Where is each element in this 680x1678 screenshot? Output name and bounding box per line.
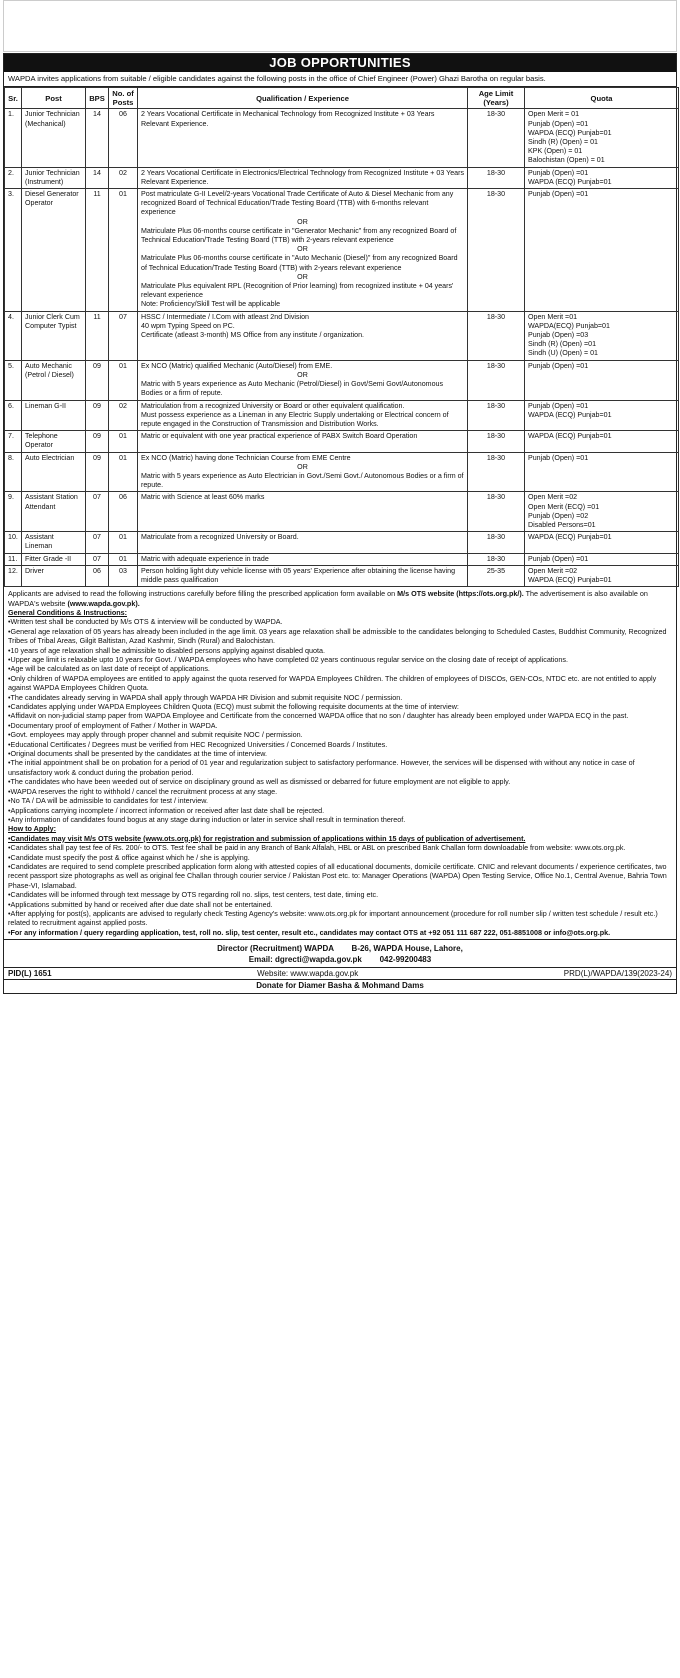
cell-quota [525,565,679,586]
quota-line: KPK (Open) = 01 [528,147,583,156]
qualification-line: OR [297,245,308,254]
general-item: • WAPDA reserves the right to withhold / cancel the recruitment process at any stage. [8,787,672,796]
cell-qual [138,532,468,553]
qualification-line: Matriculate Plus 06-months course certificate in "Auto Mechanic (Diesel)" from any recognized Board of Technical Education/Trade Testing Board (TTB) with 2-years relevant experience [141,254,458,272]
quota-line: Punjab (Open) =01 [528,554,589,563]
cell-bps: 09 [86,452,109,492]
qualification-line: Post matriculate G-II Level/2-years Vocational Trade Certificate of Auto & Diesel Mechanic from any recognized Board of Technical Education/Trade Testing Board (TTB) with 6-months relevant experience [141,190,454,217]
cell-quota [525,109,679,167]
page-title: JOB OPPORTUNITIES [4,54,676,72]
cell-no: 02 [109,167,138,188]
general-item: • Educational Certificates / Degrees must be verified from HEC Recognized Universities / Concerned Boards / Institutes. [8,740,672,749]
apply-item: • Applications submitted by hand or received after due date shall not be entertained. [8,900,672,909]
prd-label: PRD(L)/WAPDA/139(2023-24) [563,969,672,979]
quota-line: Open Merit (ECQ) =01 [528,502,600,511]
general-item: • Applications carrying incomplete / incorrect information or received after last date shall be rejected. [8,806,672,815]
cell-age: 18-30 [468,167,525,188]
general-item: • Upper age limit is relaxable upto 10 years for Govt. / WAPDA employees who have completed 02 years continuous regular service on the closing date of receipt of applications. [8,655,672,664]
cell-sr: 8. [5,452,22,492]
cell-sr: 12. [5,565,22,586]
cell-bps: 09 [86,431,109,452]
cell-post: Fitter Grade -II [22,553,86,565]
cell-qual [138,400,468,431]
general-item: • Only children of WAPDA employees are entitled to apply against the quota reserved for WAPDA Employees Children. The children of employees of DISCOs, GEN-COs, NTDC etc. are not entitled to apply against WAPDA Employees Children Quota. [8,674,672,693]
cell-qual [138,452,468,492]
table-row [5,565,679,586]
quota-line: Punjab (Open) =01 [528,190,589,199]
qualification-line: Matric with 5 years experience as Auto Mechanic (Petrol/Diesel) in Govt/Semi Govt/Autonomous Bodies or a firm of repute. [141,380,444,398]
cell-quota [525,189,679,312]
wapda-website-link[interactable]: (www.wapda.gov.pk). [67,598,140,608]
intro-text: WAPDA invites applications from suitable / eligible candidates against the following posts in the office of Chief Engineer (Power) Ghazi Barotha on regular basis. [4,72,676,87]
apply-item: • Candidates will be informed through text message by OTS regarding roll no. slips, test centers, test date, timing etc. [8,890,672,899]
qualification-line: OR [297,217,308,226]
qualification-line: OR [297,370,308,379]
contact-block [4,939,676,967]
general-item: • The initial appointment shall be on probation for a period of 01 year and regularization subject to satisfactory performance. However, the services will be dispensed with without any notice in case of unsatisfactory work & conduct during the probation period. [8,758,672,777]
website-label[interactable]: Website: www.wapda.gov.pk [257,969,359,979]
cell-age: 18-30 [468,189,525,312]
general-item: • Written test shall be conducted by M/s OTS & interview will be conducted by WAPDA. [8,617,672,626]
qualification-line: Note: Proficiency/Skill Test will be applicable [141,300,281,309]
quota-line: Disabled Persons=01 [528,520,596,529]
cell-age: 18-30 [468,360,525,400]
qualification-line: Matric with Science at least 60% marks [141,493,265,502]
general-item: • General age relaxation of 05 years has already been included in the age limit. 03 years age relaxation shall be admissible to the candidates belonging to Scheduled Castes, Buddhist Community, Recognized Tribes of Tribal Areas, Gilgit Baltistan, Azad Kashmir, Sindh (Rural) and Balochistan. [8,627,672,646]
cell-bps: 11 [86,189,109,312]
column-header: Quota [525,88,679,109]
cell-quota [525,532,679,553]
cell-post: Junior Technician (Instrument) [22,167,86,188]
cell-no: 01 [109,553,138,565]
cell-quota [525,452,679,492]
cell-no: 07 [109,311,138,360]
quota-line: Punjab (Open) =03 [528,331,589,340]
cell-post: Junior Technician (Mechanical) [22,109,86,167]
table-row [5,532,679,553]
quota-line: WAPDA(ECQ) Punjab=01 [528,321,610,330]
general-item: • The candidates already serving in WAPDA shall apply through WAPDA HR Division and submit requisite NOC / permission. [8,693,672,702]
cell-post: Diesel Generator Operator [22,189,86,312]
cell-sr: 11. [5,553,22,565]
ots-website-link[interactable]: M/s OTS website (https://ots.org.pk/). [397,589,524,599]
cell-no: 01 [109,452,138,492]
quota-line: Sindh (R) (Open) = 01 [528,138,598,147]
footer [4,967,676,979]
column-header: Sr. [5,88,22,109]
cell-no: 06 [109,492,138,532]
qualification-line: 2 Years Vocational Certificate in Mechanical Technology from Recognized Institute + 03 Years Relevant Experience. [141,110,435,128]
cell-sr: 2. [5,167,22,188]
qualification-line: Matric or equivalent with one year practical experience of PABX Switch Board Operation [141,432,418,441]
cell-no: 03 [109,565,138,586]
quota-line: Punjab (Open) =01 [528,453,589,462]
qualification-line: Person holding light duty vehicle license with 05 years' Experience after obtaining the license having middle pass qualification [141,566,456,584]
quota-line: Open Merit =02 [528,493,578,502]
cell-qual [138,360,468,400]
quota-line: Punjab (Open) =01 [528,119,589,128]
column-header: Post [22,88,86,109]
quota-line: Open Merit = 01 [528,110,580,119]
column-header: Qualification / Experience [138,88,468,109]
cell-post: Driver [22,565,86,586]
table-row [5,553,679,565]
cell-no: 01 [109,431,138,452]
qualification-line: Ex NCO (Matric) qualified Mechanic (Auto/Diesel) from EME. [141,361,333,370]
table-row [5,452,679,492]
cell-post: Auto Electrician [22,452,86,492]
quota-line: Balochistan (Open) = 01 [528,156,605,165]
qualification-line: Certificate (atleast 3-month) MS Office from any institute / organization. [141,331,365,340]
qualification-line: Matric with 5 years experience as Auto Electrician in Govt./Semi Govt./ Autonomous Bodies or a firm of repute. [141,471,464,490]
qualification-line: Matric with adequate experience in trade [141,554,269,563]
cell-qual [138,565,468,586]
apply-item: • Candidate must specify the post & office against which he / she is applying. [8,853,672,862]
cell-quota [525,431,679,452]
cell-age: 18-30 [468,431,525,452]
table-row [5,189,679,312]
cell-sr: 6. [5,400,22,431]
quota-line: Open Merit =02 [528,566,578,575]
column-header: Age Limit (Years) [468,88,525,109]
cell-qual [138,553,468,565]
quota-line: Punjab (Open) =02 [528,511,589,520]
cell-quota [525,553,679,565]
qualification-line: HSSC / Intermediate / I.Com with atleast 2nd Division [141,312,309,321]
general-item: • Affidavit on non-judicial stamp paper from WAPDA Employee and Certificate from the concerned WAPDA office that no son / daughter has already been employed under WAPDA ECQ in the past. [8,711,672,720]
cell-age: 18-30 [468,400,525,431]
cell-no: 06 [109,109,138,167]
general-item: • 10 years of age relaxation shall be admissible to disabled persons applying against disabled quota. [8,646,672,655]
general-item: • Govt. employees may apply through proper channel and submit requisite NOC / permission. [8,730,672,739]
quota-line: WAPDA (ECQ) Punjab=01 [528,128,612,137]
quota-line: Punjab (Open) =01 [528,361,589,370]
general-item: • Age will be calculated as on last date of receipt of applications. [8,664,672,673]
apply-first-item: • Candidates may visit M/s OTS website (www.ots.org.pk) for registration and submission of applications within 15 days of publication of advertisement. [8,834,672,843]
table-row [5,167,679,188]
cell-no: 01 [109,189,138,312]
cell-post: Auto Mechanic (Petrol / Diesel) [22,360,86,400]
apply-heading: How to Apply: [8,824,57,834]
qualification-line: OR [297,272,308,281]
cell-quota [525,400,679,431]
apply-list [8,834,672,928]
cell-sr: 1. [5,109,22,167]
table-row [5,360,679,400]
pid-label: PID(L) 1651 [8,969,52,979]
general-item: • The candidates who have been weeded out of service on disciplinary ground as well as dismissed or debarred for future employment are not eligible to apply. [8,777,672,786]
apply-item: • Candidates shall pay test fee of Rs. 200/- to OTS. Test fee shall be paid in any Branch of Bank Alfalah, HBL or ABL on prescribed Bank Challan form downloadable from website: www.ots.org.pk. [8,843,672,852]
table-row [5,431,679,452]
quota-line: WAPDA (ECQ) Punjab=01 [528,575,612,584]
contact-email: Email: dgrecti@wapda.gov.pk 042-99200483 [248,955,432,965]
general-item: • Documentary proof of employment of Father / Mother in WAPDA. [8,721,672,730]
table-row [5,400,679,431]
cell-sr: 9. [5,492,22,532]
quota-line: Sindh (U) (Open) = 01 [528,349,598,358]
advertisement [3,53,677,994]
instructions [4,587,676,939]
quota-line: Punjab (Open) =01 [528,401,589,410]
cell-quota [525,360,679,400]
cell-age: 18-30 [468,492,525,532]
qualification-line: 40 wpm Typing Speed on PC. [141,321,235,330]
quota-line: WAPDA (ECQ) Punjab=01 [528,177,612,186]
general-item: • Candidates applying under WAPDA Employees Children Quota (ECQ) must submit the following requisite documents at the time of interview: [8,702,672,711]
quota-line: WAPDA (ECQ) Punjab=01 [528,432,612,441]
quota-line: WAPDA (ECQ) Punjab=01 [528,533,612,542]
apply-last-list [8,928,672,937]
cell-bps: 11 [86,311,109,360]
cell-post: Assistant Lineman [22,532,86,553]
cell-qual [138,167,468,188]
column-header: No. of Posts [109,88,138,109]
cell-qual [138,431,468,452]
cell-bps: 09 [86,360,109,400]
jobs-table [4,87,679,587]
donate-banner: Donate for Diamer Basha & Mohmand Dams [4,979,676,993]
qualification-line: Ex NCO (Matric) having done Technician Course from EME Centre [141,453,351,462]
cell-sr: 10. [5,532,22,553]
cell-sr: 5. [5,360,22,400]
cell-quota [525,492,679,532]
qualification-line: Matriculate Plus equivalent RPL (Recognition of Prior learning) from recognized institute + 04 years' relevant experience [141,282,454,300]
table-row [5,311,679,360]
apply-last-item: • For any information / query regarding application, test, roll no. slip, test center, result etc., candidates may contact OTS at +92 051 111 687 222, 051-8851008 or info@ots.org.pk. [8,928,672,937]
cell-quota [525,311,679,360]
cell-qual [138,189,468,312]
general-heading: General Conditions & Instructions: [8,607,128,617]
cell-age: 18-30 [468,311,525,360]
cell-sr: 7. [5,431,22,452]
header-strip [3,0,677,52]
contact-address: Director (Recruitment) WAPDA B-26, WAPDA House, Lahore, [217,944,463,954]
cell-no: 02 [109,400,138,431]
cell-age: 18-30 [468,109,525,167]
cell-sr: 3. [5,189,22,312]
qualification-line: Matriculate from a recognized University or Board. [141,533,299,542]
cell-no: 01 [109,532,138,553]
general-item: • Original documents shall be presented by the candidates at the time of interview. [8,749,672,758]
qualification-line: Must possess experience as a Lineman in any Electric Supply undertaking or Electrical concern of repute engaged in the Construction of Transmission and Distribution Works. [141,410,449,428]
cell-post: Junior Clerk Cum Computer Typist [22,311,86,360]
quota-line: Sindh (R) (Open) =01 [528,340,597,349]
advice-text: Applicants are advised to read the following instructions carefully before filling the prescribed application form available on M/s OTS website (https://ots.org.pk/). The advertisement is also available on WAPDA's website (www.wapda.gov.pk). [8,589,648,608]
cell-qual [138,311,468,360]
cell-bps: 07 [86,553,109,565]
cell-quota [525,167,679,188]
cell-post: Telephone Operator [22,431,86,452]
general-list [8,617,672,824]
apply-item: • After applying for post(s), applicants are advised to regularly check Testing Agency's website: www.ots.org.pk for important announcement (procedure for roll number slip / written test schedule / result etc.) related to recruitment against applied posts. [8,909,672,928]
cell-post: Assistant Station Attendant [22,492,86,532]
cell-bps: 07 [86,532,109,553]
cell-qual [138,492,468,532]
cell-age: 18-30 [468,553,525,565]
cell-age: 18-30 [468,452,525,492]
cell-age: 25-35 [468,565,525,586]
cell-bps: 14 [86,167,109,188]
cell-qual [138,109,468,167]
cell-bps: 07 [86,492,109,532]
quota-line: Open Merit =01 [528,312,578,321]
quota-line: WAPDA (ECQ) Punjab=01 [528,410,612,419]
general-item: • Any information of candidates found bogus at any stage during induction or later in service shall result in termination thereof. [8,815,672,824]
cell-post: Lineman G-II [22,400,86,431]
cell-bps: 06 [86,565,109,586]
cell-bps: 14 [86,109,109,167]
general-item: • No TA / DA will be admissible to candidates for test / interview. [8,796,672,805]
quota-line: Punjab (Open) =01 [528,168,589,177]
apply-item: • Candidates are required to send complete prescribed application form along with attested copies of all educational documents, domicile certificate. CNIC and relevant documents / experience certificates, two recent passport size photographs as well as original fee Challan through courier service / Pakistan Post etc. to: Manager Operations (WAPDA) Open Testing Service, Office No.1, Central Avenue, Bahria Town Phase-VI, Islamabad. [8,862,672,890]
cell-sr: 4. [5,311,22,360]
cell-age: 18-30 [468,532,525,553]
qualification-line: Matriculate Plus 06-months course certificate in "Generator Mechanic" from any recognized Board of Technical Education/Trade Testing Board (TTB) with 2-years relevant experience [141,226,457,245]
qualification-line: 2 Years Vocational Certificate in Electronics/Electrical Technology from Recognized Institute + 03 Years Relevant Experience. [141,168,465,186]
cell-no: 01 [109,360,138,400]
qualification-line: Matriculation from a recognized University or Board or other equivalent qualification. [141,401,405,410]
table-header-row [5,88,679,109]
table-row [5,109,679,167]
cell-bps: 09 [86,400,109,431]
table-row [5,492,679,532]
qualification-line: OR [297,462,308,471]
column-header: BPS [86,88,109,109]
